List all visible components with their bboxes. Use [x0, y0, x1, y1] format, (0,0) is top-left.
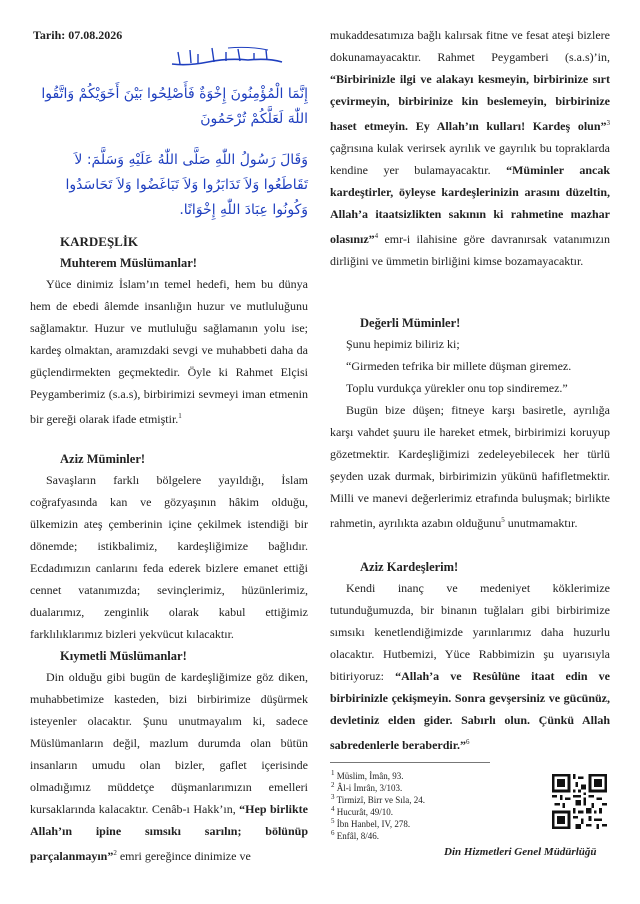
qr-code-icon: [552, 774, 607, 829]
paragraph: Din olduğu gibi bugün de kardeşliğimize göz diken, muhabbetimize kasteden, bizi birbirimize düşürmek isteyenler olacaktır. Şunu unutmayalım ki, sadece Müslümanların değil, mazlum durumda olan bütün insanların umudu olan bizler, gaflet içerisinde olmadığımız müddetçe düşmanlarımızın emelleri kursaklarında kalacaktır. Cenâb-ı Hakk’ın, “Hep birlikte Allah’ın ipine sımsıkı sarılın; bölünüp parçalanmayın”$^2$ emri gereğince dinimize ve: [30, 670, 308, 863]
footnote: $^4$ Hucurât, 49/10.: [331, 805, 393, 817]
paragraph: mukaddesatımıza bağlı kalırsak fitne ve fesat ateşi bizlere dokunamayacaktır. Rahmet Peygamberi (s.a.s)’in, “Birbirinizle ilgi ve alakayı kesmeyin, birbirinize sırt çevirmeyin, birbirinize kin beslemeyin, birbirinize haset etmeyin. Ey Allah’ın kulları! Kardeş olun”$^3$ çağrısına kulak verirsek ayrılık ve gayrılık bu topraklarda kendine yer bulamayacaktır. “Müminler ancak kardeştirler, öyleyse kardeşlerinizin arasını düzeltin, Allah’a itaatsizlikten sakının ki rahmetine mazhar olasınız”$^4$ emr-i ilahisine göre davranırsak vatanımızın dirliğini ve ümmetin birliğini kimse bozamayacaktır.: [330, 28, 610, 268]
paragraph: Bugün bize düşen; fitneye karşı basiretle, ayrılığa karşı vahdet şuuru ile hareket etmek, birbirimizi koruyup gözetmektir. Kardeşliğimizi zedeleyebilecek her türlü şeyden uzak durmak, birbirimizin yükünü hafifletmektir. Milli ve manevi değerlerimiz etrafında buluşmak; birlikte rahmetin, ayrılıkta azabın olduğunu$^5$ unutmamaktır.: [330, 403, 610, 530]
heading-kiymetli: Kıymetli Müslümanlar!: [60, 649, 187, 663]
heading-aziz-muminler: Aziz Müminler!: [60, 452, 146, 466]
date: Tarih: 07.08.2026: [33, 28, 123, 42]
paragraph: Kendi inanç ve medeniyet köklerimize tutunduğumuzda, bir binanın tuğlaları gibi birbirimize sımsıkı kenetlendiğimizde yarınlarımız daha huzurlu olacaktır. Hutbemizi, Yüce Rabbimizin şu uyarısıyla bitiriyoruz: “Allah’a ve Resûlüne itaat edin ve birbirinizle çekişmeyin. Sonra gevşersiniz ve gücünüz, devletiniz elden gider. Sabırlı olun. Çünkü Allah sabredenlerle beraberdir.”$^6$: [330, 581, 610, 752]
heading-degerli: Değerli Müminler!: [360, 316, 461, 330]
quran-verse-arabic: إِنَّمَا الْمُؤْمِنُونَ إِخْوَةٌ فَأَصْلِحُوا بَيْنَ أَخَوَيْكُمْ وَاتَّقُوا اللّٰهَ لَعَلَّكُمْ تُرْحَمُونَ: [41, 86, 308, 127]
bismillah-calligraphy-icon: [168, 44, 286, 70]
poem-line: “Girmeden tefrika bir millete düşman giremez.: [346, 359, 572, 373]
footnote-divider: [330, 762, 490, 763]
footnote: $^2$ Âl-i İmrân, 3/103.: [331, 781, 403, 793]
paragraph: Yüce dinimiz İslam’ın temel hedefi, hem bu dünya hem de ebedi âlemde insanlığın huzur ve mutluluğunu sağlamaktır. Huzur ve mutluluğu sağlamanın yolu ise; kardeş olmaktan, aramızdaki sevgi ve muhabbeti daha da güçlendirmekten geçmektedir. Öyle ki Rahmet Elçisi Peygamberimiz (s.a.s), birbirimizi sevmeyi iman etmenin bir gereği olarak ifade etmiştir.$^1$: [30, 277, 308, 426]
heading-aziz-kardeslerim: Aziz Kardeşlerim!: [360, 560, 459, 574]
heading-muhterem: Muhterem Müslümanlar!: [60, 256, 197, 270]
footnote: $^6$ Enfâl, 8/46.: [331, 829, 379, 841]
poem-line: Toplu vurdukça yürekler onu top sindiremez.”: [346, 381, 568, 395]
paragraph: Savaşların farklı bölgelere yayıldığı, İslam coğrafyasında kan ve gözyaşının hâkim olduğu, ülkemizin ateş çemberinin içine çekilmek istendiği bir dönemde; istikbalimiz, kardeşliğimize bağlıdır. Ecdadımızın canlarını feda ederek bizlere emanet ettiği cennet vatanımızda; sevinçlerimiz, hüzünlerimiz, dualarımız, zenginlik olarak kabul ettiğimiz farklılıklarımız bizleri yekvücut kılacaktır.: [30, 473, 308, 641]
footnote: $^5$ İbn Hanbel, IV, 278.: [331, 817, 411, 829]
paragraph: Şunu hepimiz biliriz ki;: [346, 337, 460, 351]
signature: Din Hizmetleri Genel Müdürlüğü: [444, 846, 597, 858]
sermon-title: KARDEŞLİK: [60, 234, 139, 249]
footnote: $^3$ Tirmizî, Birr ve Sıla, 24.: [331, 793, 426, 805]
footnote: $^1$ Müslim, İmân, 93.: [331, 769, 404, 781]
hadith-arabic: وَقَالَ رَسُولُ اللّٰهِ صَلَّى اللّٰهُ عَلَيْهِ وَسَلَّمَ: لاَ تَقَاطَعُوا وَلاَ تَدَابَرُوا وَلاَ تَبَاغَضُوا وَلاَ تَحَاسَدُوا وَكُونُوا عِبَادَ اللّٰهِ إِخْوَانًا.: [65, 152, 308, 218]
